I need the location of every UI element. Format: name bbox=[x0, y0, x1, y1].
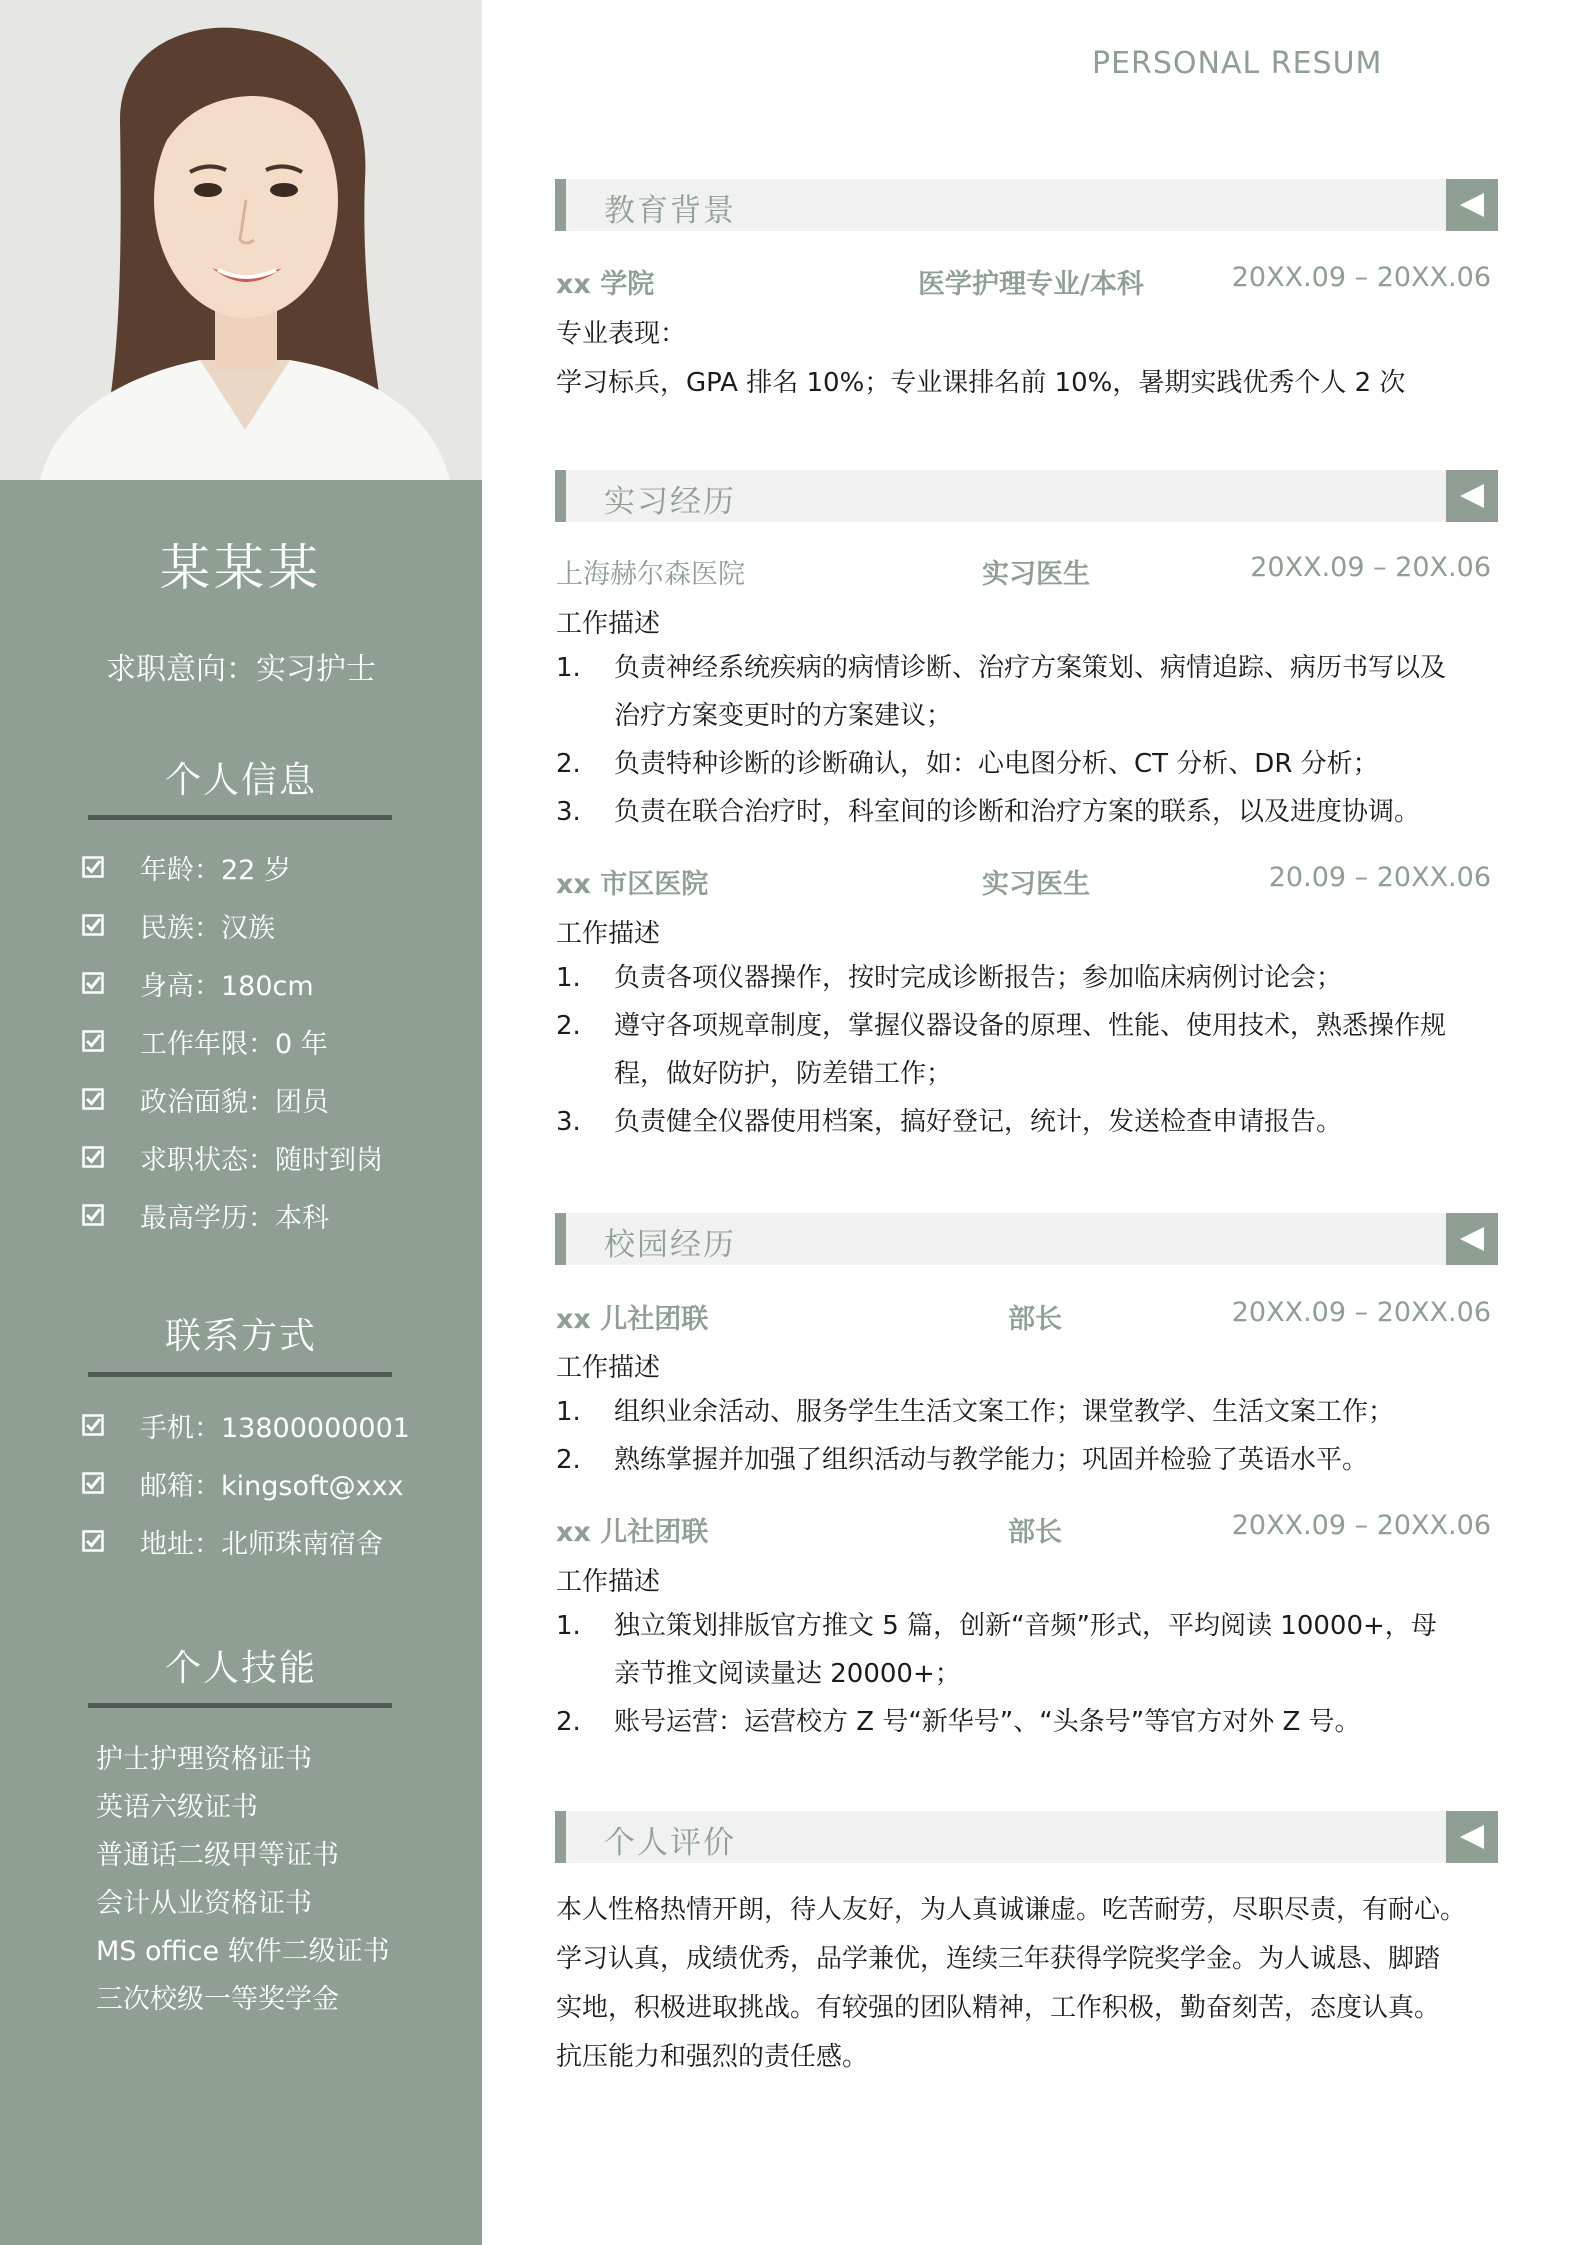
role: 实习医生 bbox=[982, 559, 1090, 590]
job-intent bbox=[0, 644, 482, 688]
list-item bbox=[556, 1002, 1516, 1098]
skills-list bbox=[96, 1732, 390, 2020]
personal-info-divider bbox=[88, 815, 392, 820]
item-text: 负责神经系统疾病的病情诊断、治疗方案策划、病情追踪、病历书写以及 bbox=[614, 653, 1447, 683]
personal-info-heading: 个人信息 bbox=[164, 760, 317, 801]
item-text: 独立策划排版官方推文 5 篇，创新“音频”形式，平均阅读 10000+，母 bbox=[614, 1611, 1437, 1641]
role: 部长 bbox=[1008, 1517, 1062, 1548]
list-item bbox=[556, 740, 1516, 788]
skill-item: 三次校级一等奖学金 bbox=[96, 1983, 339, 2015]
work-desc-list bbox=[556, 1602, 1516, 1746]
date-range: 20XX.09 – 20XX.06 bbox=[1231, 1297, 1491, 1328]
sidebar bbox=[0, 0, 482, 2245]
education-date: 20XX.09 – 20XX.06 bbox=[1231, 262, 1491, 293]
contact-list bbox=[82, 1396, 482, 1570]
item-number: 2. bbox=[556, 1707, 581, 1737]
item-text: 负责在联合治疗时，科室间的诊断和治疗方案的联系，以及进度协调。 bbox=[614, 797, 1421, 827]
work-desc-list bbox=[556, 644, 1516, 836]
evaluation-line: 学习认真，成绩优秀，品学兼优，连续三年获得学院奖学金。为人诚恳、脚踏 bbox=[556, 1944, 1441, 1974]
info-item-height bbox=[82, 954, 482, 1012]
skills-divider bbox=[88, 1703, 392, 1708]
job-intent-value: 实习护士 bbox=[256, 652, 376, 687]
contact-text: 邮箱：kingsoft@xxx bbox=[140, 1470, 404, 1502]
skills-heading: 个人技能 bbox=[164, 1648, 317, 1689]
item-text: 遵守各项规章制度，掌握仪器设备的原理、性能、使用技术，熟悉操作规 bbox=[614, 1011, 1447, 1041]
section-title: 个人评价 bbox=[604, 1825, 736, 1861]
org-name: 上海赫尔森医院 bbox=[556, 559, 745, 590]
org-name: xx 市区医院 bbox=[556, 869, 709, 900]
evaluation-text bbox=[556, 1886, 1516, 2082]
list-item bbox=[556, 644, 1516, 740]
skill-item: 英语六级证书 bbox=[96, 1791, 258, 1823]
info-item-age bbox=[82, 838, 482, 896]
item-text: 组织业余活动、服务学生生活文案工作；课堂教学、生活文案工作； bbox=[614, 1397, 1395, 1427]
checkbox-icon bbox=[82, 1204, 104, 1226]
list-item bbox=[556, 954, 1516, 1002]
section-campus-header bbox=[555, 1213, 1498, 1265]
education-perf-label: 专业表现： bbox=[556, 319, 687, 349]
candidate-name: 某某某 bbox=[160, 539, 322, 597]
info-item-text: 最高学历：本科 bbox=[140, 1202, 329, 1234]
item-text: 负责健全仪器使用档案，搞好登记，统计，发送检查申请报告。 bbox=[614, 1107, 1343, 1137]
section-internship-header bbox=[555, 470, 1498, 522]
item-number: 2. bbox=[556, 1011, 581, 1041]
checkbox-icon bbox=[82, 1472, 104, 1494]
section-arrow-icon bbox=[1446, 179, 1498, 231]
section-title: 教育背景 bbox=[604, 193, 736, 229]
section-evaluation-header bbox=[555, 1811, 1498, 1863]
work-desc-label: 工作描述 bbox=[556, 609, 661, 639]
item-text-cont: 程，做好防护，防差错工作； bbox=[614, 1059, 953, 1089]
contact-text: 手机：13800000001 bbox=[140, 1412, 410, 1444]
education-perf-text: 学习标兵，GPA 排名 10%；专业课排名前 10%，暑期实践优秀个人 2 次 bbox=[556, 368, 1406, 398]
list-item bbox=[556, 1436, 1516, 1484]
section-arrow-icon bbox=[1446, 1213, 1498, 1265]
work-desc-label: 工作描述 bbox=[556, 1353, 661, 1383]
skill-item: 会计从业资格证书 bbox=[96, 1887, 312, 1919]
item-text: 账号运营：运营校方 Z 号“新华号”、“头条号”等官方对外 Z 号。 bbox=[614, 1707, 1361, 1737]
org-name: xx 儿社团联 bbox=[556, 1517, 709, 1548]
section-education-header bbox=[555, 179, 1498, 231]
personal-info-list bbox=[82, 838, 482, 1244]
date-range: 20.09 – 20XX.06 bbox=[1268, 862, 1491, 893]
skill-item: 普通话二级甲等证书 bbox=[96, 1839, 339, 1871]
item-number: 2. bbox=[556, 749, 581, 779]
evaluation-line: 实地，积极进取挑战。有较强的团队精神，工作积极，勤奋刻苦，态度认真。 bbox=[556, 1993, 1441, 2023]
campus-entry bbox=[556, 1510, 1491, 1550]
item-text: 负责各项仪器操作，按时完成诊断报告；参加临床病例讨论会； bbox=[614, 963, 1343, 993]
education-entry bbox=[556, 262, 1491, 302]
evaluation-line: 抗压能力和强烈的责任感。 bbox=[556, 2042, 869, 2072]
item-text: 负责特种诊断的诊断确认，如：心电图分析、CT 分析、DR 分析； bbox=[614, 749, 1379, 779]
list-item bbox=[556, 788, 1516, 836]
contact-divider bbox=[88, 1372, 392, 1377]
info-item-political-status bbox=[82, 1070, 482, 1128]
school-name: xx 学院 bbox=[556, 269, 655, 300]
checkbox-icon bbox=[82, 1146, 104, 1168]
list-item bbox=[556, 1602, 1516, 1698]
item-text: 熟练掌握并加强了组织活动与教学能力；巩固并检验了英语水平。 bbox=[614, 1445, 1369, 1475]
item-number: 2. bbox=[556, 1445, 581, 1475]
campus-entry bbox=[556, 1297, 1491, 1337]
contact-address bbox=[82, 1512, 482, 1570]
item-number: 3. bbox=[556, 797, 581, 827]
info-item-text: 年龄：22 岁 bbox=[140, 854, 291, 886]
org-name: xx 儿社团联 bbox=[556, 1304, 709, 1335]
work-desc-list bbox=[556, 1388, 1516, 1484]
profile-photo bbox=[0, 0, 482, 480]
section-arrow-icon bbox=[1446, 470, 1498, 522]
info-item-text: 求职状态：随时到岗 bbox=[140, 1144, 383, 1176]
contact-heading: 联系方式 bbox=[164, 1316, 317, 1357]
item-text-cont: 治疗方案变更时的方案建议； bbox=[614, 701, 953, 731]
role: 实习医生 bbox=[982, 869, 1090, 900]
list-item bbox=[556, 1388, 1516, 1436]
checkbox-icon bbox=[82, 1088, 104, 1110]
item-number: 1. bbox=[556, 1611, 581, 1641]
contact-phone bbox=[82, 1396, 482, 1454]
date-range: 20XX.09 – 20X.06 bbox=[1250, 552, 1491, 583]
info-item-text: 工作年限：0 年 bbox=[140, 1028, 328, 1060]
item-number: 1. bbox=[556, 1397, 581, 1427]
info-item-experience-years bbox=[82, 1012, 482, 1070]
job-intent-label: 求职意向： bbox=[106, 652, 256, 687]
page-title: PERSONAL RESUM bbox=[1092, 46, 1383, 81]
list-item bbox=[556, 1698, 1516, 1746]
contact-email bbox=[82, 1454, 482, 1512]
section-title: 校园经历 bbox=[604, 1227, 736, 1263]
item-number: 1. bbox=[556, 653, 581, 683]
role: 部长 bbox=[1008, 1304, 1062, 1335]
checkbox-icon bbox=[82, 914, 104, 936]
work-desc-label: 工作描述 bbox=[556, 919, 661, 949]
evaluation-line: 本人性格热情开朗，待人友好，为人真诚谦虚。吃苦耐劳，尽职尽责，有耐心。 bbox=[556, 1895, 1467, 1925]
item-text-cont: 亲节推文阅读量达 20000+； bbox=[614, 1659, 961, 1689]
item-number: 3. bbox=[556, 1107, 581, 1137]
checkbox-icon bbox=[82, 1030, 104, 1052]
info-item-ethnicity bbox=[82, 896, 482, 954]
section-arrow-icon bbox=[1446, 1811, 1498, 1863]
work-desc-list bbox=[556, 954, 1516, 1146]
major: 医学护理专业/本科 bbox=[918, 269, 1144, 300]
checkbox-icon bbox=[82, 1414, 104, 1436]
list-item bbox=[556, 1098, 1516, 1146]
checkbox-icon bbox=[82, 972, 104, 994]
item-number: 1. bbox=[556, 963, 581, 993]
date-range: 20XX.09 – 20XX.06 bbox=[1231, 1510, 1491, 1541]
work-desc-label: 工作描述 bbox=[556, 1567, 661, 1597]
skill-item: MS office 软件二级证书 bbox=[96, 1935, 390, 1967]
contact-text: 地址：北师珠南宿舍 bbox=[140, 1528, 383, 1560]
section-title: 实习经历 bbox=[604, 484, 736, 520]
internship-entry bbox=[556, 552, 1491, 592]
info-item-text: 民族：汉族 bbox=[140, 912, 275, 944]
internship-entry bbox=[556, 862, 1491, 902]
checkbox-icon bbox=[82, 856, 104, 878]
info-item-text: 政治面貌：团员 bbox=[140, 1086, 329, 1118]
skill-item: 护士护理资格证书 bbox=[96, 1743, 312, 1775]
info-item-text: 身高：180cm bbox=[140, 970, 314, 1002]
info-item-job-status bbox=[82, 1128, 482, 1186]
checkbox-icon bbox=[82, 1530, 104, 1552]
info-item-education-level bbox=[82, 1186, 482, 1244]
